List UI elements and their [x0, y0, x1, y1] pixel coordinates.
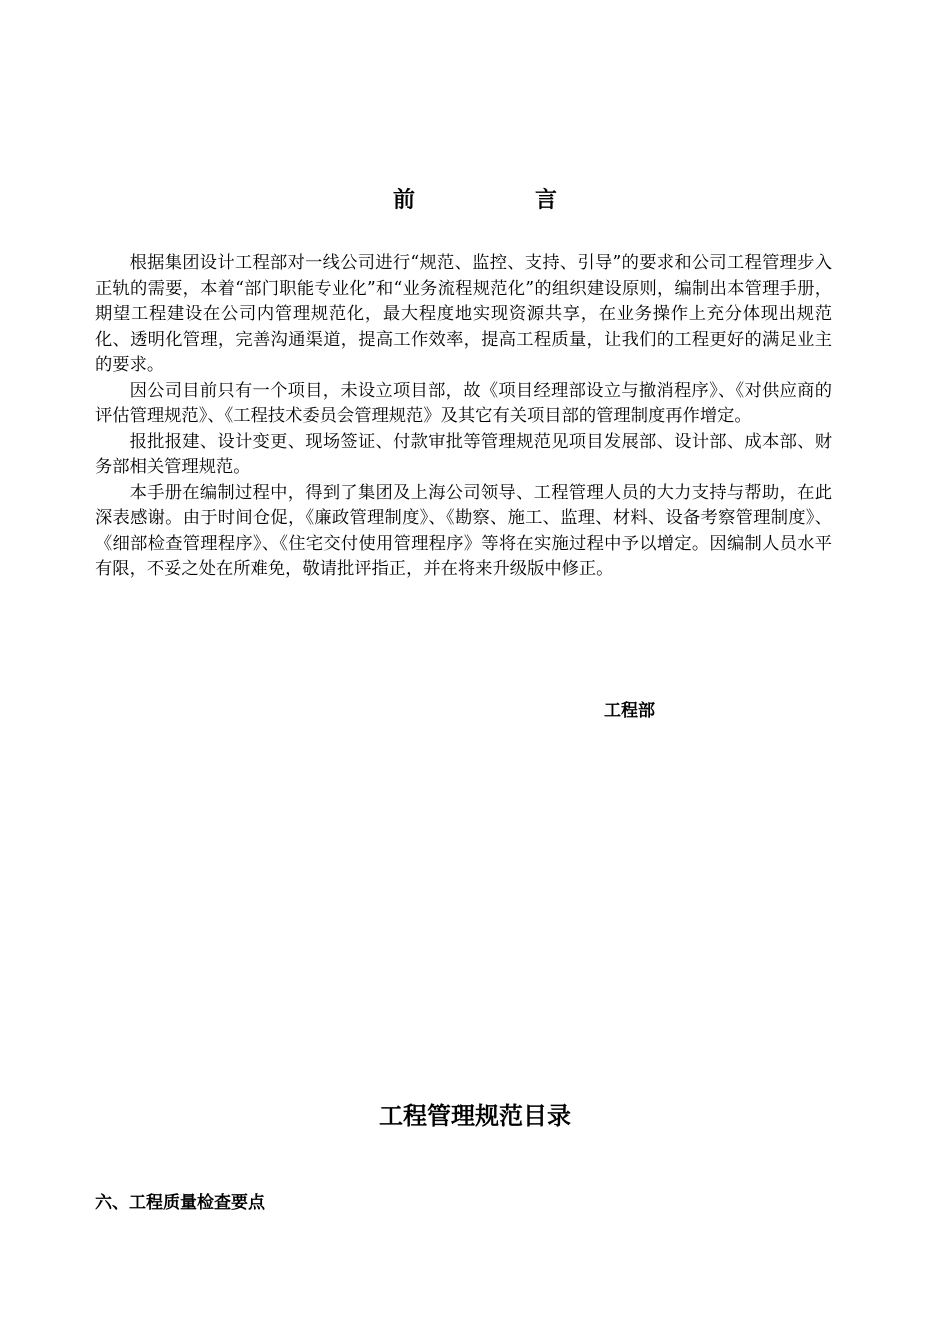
preface-title-char-1: 前 — [392, 188, 415, 213]
toc-item: 六、工程质量检查要点 — [95, 1193, 265, 1213]
preface-paragraph: 本手册在编制过程中，得到了集团及上海公司领导、工程管理人员的大力支持与帮助，在此深表感谢。由于时间仓促，《廉政管理制度》、《勘察、施工、监理、材料、设备考察管理制度》、《细部检查管理程序》、《住宅交付使用管理程序》等将在实施过程中予以增定。因编制人员水平有限，不妥之处在所难免，敬请批评指正，并在将来升级版中修正。 — [95, 482, 832, 579]
preface-paragraph: 因公司目前只有一个项目，未设立项目部，故《项目经理部设立与撤消程序》、《对供应商的评估管理规范》、《工程技术委员会管理规范》及其它有关项目部的管理制度再作增定。 — [95, 380, 832, 426]
preface-title-char-2: 言 — [535, 188, 558, 213]
preface-paragraph: 根据集团设计工程部对一线公司进行“规范、监控、支持、引导”的要求和公司工程管理步入正轨的需要，本着“部门职能专业化”和“业务流程规范化”的组织建设原则，编制出本管理手册，期望工程建设在公司内管理规范化，最大程度地实现资源共享，在业务操作上充分体现出规范化、透明化管理，完善沟通渠道，提高工作效率，提高工程质量，让我们的工程更好的满足业主的要求。 — [95, 253, 832, 375]
toc-title: 工程管理规范目录 — [379, 1102, 571, 1130]
preface-body — [95, 251, 832, 583]
preface-title — [0, 185, 950, 217]
preface-paragraph: 报批报建、设计变更、现场签证、付款审批等管理规范见项目发展部、设计部、成本部、财务部相关管理规范。 — [95, 431, 832, 477]
preface-signature: 工程部 — [604, 701, 655, 721]
